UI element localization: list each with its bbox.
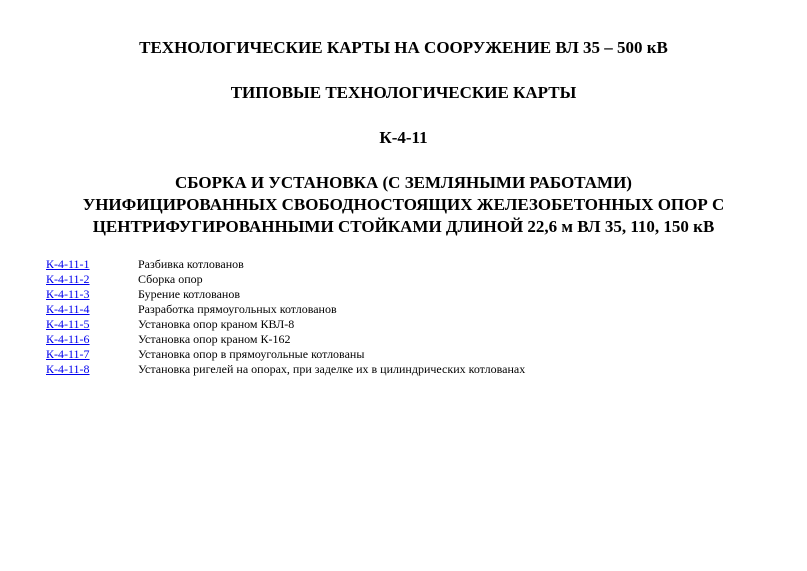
contents-link-k-4-11-5[interactable]: К-4-11-5 bbox=[46, 317, 90, 331]
contents-item-title: Бурение котлованов bbox=[138, 287, 241, 301]
contents-item-title: Установка опор краном КВЛ-8 bbox=[138, 317, 295, 331]
contents-item-title: Сборка опор bbox=[138, 272, 203, 286]
card-title-line-2: УНИФИЦИРОВАННЫХ СВОБОДНОСТОЯЩИХ ЖЕЛЕЗОБЕТОННЫХ ОПОР С bbox=[82, 195, 725, 214]
card-code-heading: К-4-11 bbox=[379, 128, 428, 147]
contents-item-title: Установка ригелей на опорах, при заделке их в цилиндрических котлованах bbox=[138, 362, 526, 376]
contents-item-title: Установка опор краном К-162 bbox=[138, 332, 291, 346]
contents-link-k-4-11-2[interactable]: К-4-11-2 bbox=[46, 272, 90, 286]
contents-link-k-4-11-4[interactable]: К-4-11-4 bbox=[46, 302, 90, 316]
contents-row bbox=[46, 362, 786, 377]
card-title-line-3: ЦЕНТРИФУГИРОВАННЫМИ СТОЙКАМИ ДЛИНОЙ 22,6 м ВЛ 35, 110, 150 кВ bbox=[92, 217, 715, 236]
contents-item-title: Разработка прямоугольных котлованов bbox=[138, 302, 337, 316]
document-title: ТЕХНОЛОГИЧЕСКИЕ КАРТЫ НА СООРУЖЕНИЕ ВЛ 35 – 500 кВ bbox=[139, 38, 668, 57]
contents-row bbox=[46, 332, 786, 347]
contents-row bbox=[46, 302, 786, 317]
contents-link-k-4-11-6[interactable]: К-4-11-6 bbox=[46, 332, 90, 346]
contents-link-k-4-11-1[interactable]: К-4-11-1 bbox=[46, 257, 90, 271]
contents-row bbox=[46, 272, 786, 287]
contents-link-k-4-11-3[interactable]: К-4-11-3 bbox=[46, 287, 90, 301]
contents-list bbox=[46, 257, 786, 377]
contents-row bbox=[46, 287, 786, 302]
contents-item-title: Установка опор в прямоугольные котлованы bbox=[138, 347, 365, 361]
contents-row bbox=[46, 317, 786, 332]
contents-row bbox=[46, 347, 786, 362]
contents-row bbox=[46, 257, 786, 272]
card-title-line-1: СБОРКА И УСТАНОВКА (С ЗЕМЛЯНЫМИ РАБОТАМИ) bbox=[175, 173, 632, 192]
card-title-heading bbox=[0, 172, 807, 238]
contents-link-k-4-11-7[interactable]: К-4-11-7 bbox=[46, 347, 90, 361]
document-subtitle: ТИПОВЫЕ ТЕХНОЛОГИЧЕСКИЕ КАРТЫ bbox=[230, 83, 577, 102]
contents-link-k-4-11-8[interactable]: К-4-11-8 bbox=[46, 362, 90, 376]
contents-item-title: Разбивка котлованов bbox=[138, 257, 244, 271]
